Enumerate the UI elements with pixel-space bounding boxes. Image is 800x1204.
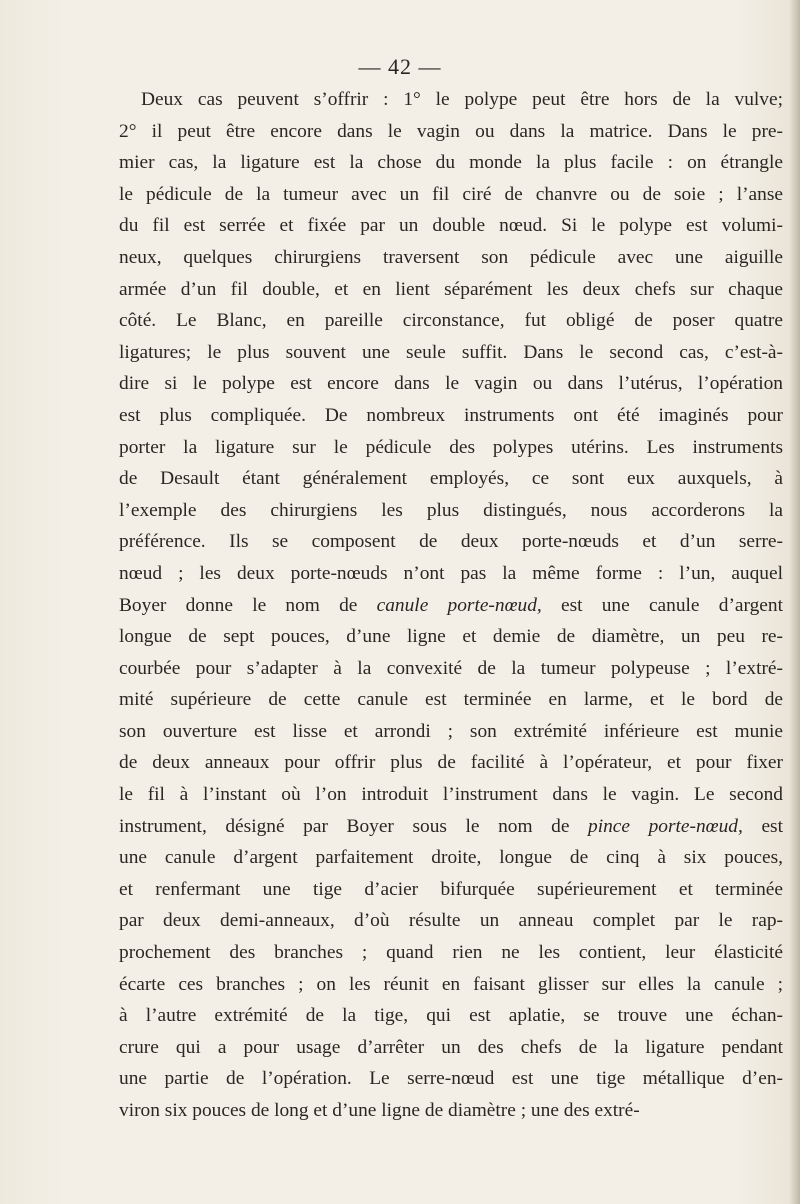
text-line: nœud ; les deux porte-nœuds n’ont pas la même forme : l’un, auquel: [119, 562, 783, 584]
text-line: à l’autre extrémité de la tige, qui est aplatie, se trouve une échan-: [119, 1005, 783, 1027]
text-segment: instrument, désigné par Boyer sous le nom de: [119, 815, 570, 837]
text-line: est plus compliquée. De nombreux instruments ont été imaginés pour: [119, 404, 783, 426]
page-edge-shadow: [790, 0, 800, 1204]
text-line: Deux cas peuvent s’offrir : 1° le polype peut être hors de la vulve;: [141, 89, 783, 110]
text-line: le fil à l’instant où l’on introduit l’instrument dans le vagin. Le second: [119, 784, 783, 806]
text-line: longue de sept pouces, d’une ligne et demie de diamètre, un peu re-: [119, 626, 783, 648]
body-text: [119, 84, 783, 1127]
text-line: côté. Le Blanc, en pareille circonstance, fut obligé de poser quatre: [119, 310, 783, 332]
text-line: mier cas, la ligature est la chose du monde la plus facile : on étrangle: [119, 152, 783, 174]
text-line-mixed: [119, 590, 783, 622]
text-segment: est une canule d’argent: [560, 594, 783, 616]
text-line: dire si le polype est encore dans le vagin ou dans l’utérus, l’opération: [119, 373, 783, 395]
text-line: ligatures; le plus souvent une seule suffit. Dans le second cas, c’est-à-: [119, 341, 783, 363]
text-line: préférence. Ils se composent de deux porte-nœuds et d’un serre-: [119, 531, 783, 553]
text-line: de Desault étant généralement employés, ce sont eux auxquels, à: [119, 468, 783, 490]
text-line: prochement des branches ; quand rien ne les contient, leur élasticité: [119, 942, 783, 964]
text-line: l’exemple des chirurgiens les plus distingués, nous accorderons la: [119, 499, 783, 521]
text-line: écarte ces branches ; on les réunit en faisant glisser sur elles la canule ;: [119, 973, 783, 995]
page-number: — 42 —: [358, 54, 442, 79]
text-line: par deux demi-anneaux, d’où résulte un anneau complet par le rap-: [119, 910, 783, 932]
text-line: le pédicule de la tumeur avec un fil ciré de chanvre ou de soie ; l’anse: [119, 183, 783, 205]
text-line: une canule d’argent parfaitement droite, longue de cinq à six pouces,: [119, 847, 783, 869]
text-line: porter la ligature sur le pédicule des polypes utérins. Les instruments: [119, 436, 783, 458]
text-line: et renfermant une tige d’acier bifurquée supérieurement et terminée: [119, 878, 783, 900]
text-line-mixed: [119, 811, 783, 843]
text-line: crure qui a pour usage d’arrêter un des chefs de la ligature pendant: [119, 1036, 783, 1058]
text-line: 2° il peut être encore dans le vagin ou dans la matrice. Dans le pre-: [119, 120, 783, 142]
text-line: du fil est serrée et fixée par un double nœud. Si le polype est volumi-: [119, 215, 783, 237]
text-segment: Boyer donne le nom de: [119, 594, 358, 616]
text-line: viron six pouces de long et d’une ligne de diamètre ; une des extré-: [119, 1100, 640, 1121]
italic-term: pince porte-nœud,: [588, 815, 743, 837]
text-line: mité supérieure de cette canule est terminée en larme, et le bord de: [119, 689, 783, 711]
text-line: armée d’un fil double, et en lient séparément les deux chefs sur chaque: [119, 278, 783, 300]
text-segment: est: [761, 815, 783, 837]
text-line: neux, quelques chirurgiens traversent son pédicule avec une aiguille: [119, 246, 783, 268]
text-line: une partie de l’opération. Le serre-nœud est une tige métallique d’en-: [119, 1068, 783, 1090]
text-line: son ouverture est lisse et arrondi ; son extrémité inférieure est munie: [119, 720, 783, 742]
text-line: courbée pour s’adapter à la convexité de la tumeur polypeuse ; l’extré-: [119, 657, 783, 679]
italic-term: canule porte-nœud,: [376, 594, 542, 616]
text-line: de deux anneaux pour offrir plus de facilité à l’opérateur, et pour fixer: [119, 752, 783, 774]
